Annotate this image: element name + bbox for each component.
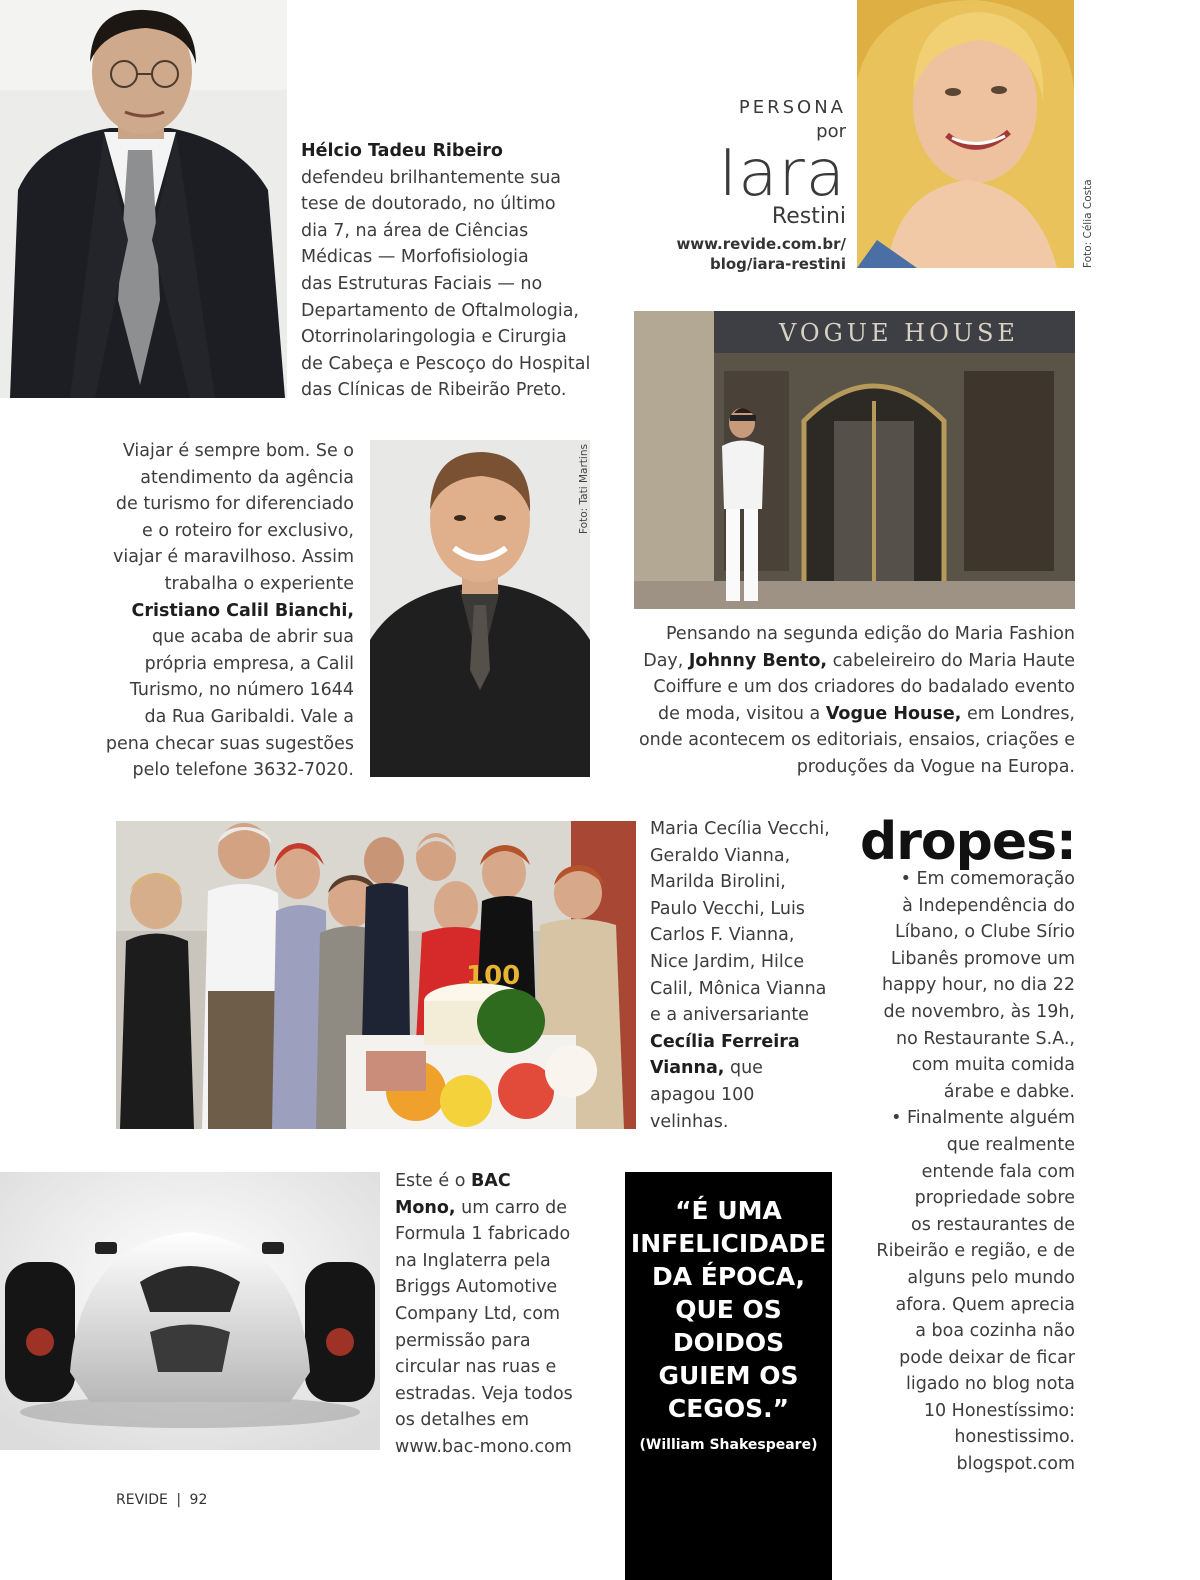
dropes-title: dropes: — [860, 812, 1076, 872]
text-line: Carlos F. Vianna, — [650, 925, 795, 946]
photo-cristiano — [370, 440, 590, 777]
page-footer — [116, 1492, 207, 1508]
text-line: pena checar suas sugestões — [105, 733, 354, 754]
cristiano-name: Cristiano Calil Bianchi, — [131, 600, 354, 621]
text-line: Geraldo Vianna, — [650, 845, 791, 866]
text-line: das Clínicas de Ribeirão Preto. — [301, 380, 567, 401]
footer-separator: | — [176, 1492, 182, 1508]
text-span: em Londres, — [961, 703, 1075, 724]
magazine-name: REVIDE — [116, 1492, 168, 1508]
bac-name-1: BAC — [470, 1171, 511, 1191]
quote-line: DOIDOS — [672, 1328, 785, 1357]
text-line — [395, 1195, 595, 1222]
quote-line: QUE OS — [675, 1295, 782, 1324]
dropes-item-2 — [860, 1105, 1075, 1477]
text-line: tese de doutorado, no último — [301, 194, 556, 215]
vogue-text — [620, 621, 1075, 781]
text-line: afora. Quem aprecia — [895, 1294, 1075, 1315]
photo-helcio — [0, 0, 287, 398]
photo-party — [116, 821, 636, 1129]
persona-header — [620, 96, 846, 274]
persona-first-name: Iara — [718, 137, 846, 211]
text-line: apagou 100 — [650, 1084, 755, 1105]
cake-number: 100 — [466, 961, 521, 991]
text-line: própria empresa, a Calil — [144, 653, 354, 674]
vogue-house-name: Vogue House, — [825, 703, 962, 724]
text-span: um carro de — [455, 1197, 568, 1218]
text-span: de moda, visitou a — [657, 703, 826, 724]
text-line: Pensando na segunda edição do Maria Fashion — [666, 624, 1075, 644]
photo-vogue-house — [634, 311, 1075, 609]
text-line: Ribeirão e região, e de — [876, 1241, 1075, 1262]
persona-last-name: Restini — [771, 204, 846, 229]
text-line: Departamento de Oftalmologia, — [301, 300, 579, 321]
text-line: Coiffure e um dos criadores do badalado evento — [653, 677, 1075, 698]
helcio-name: Hélcio Tadeu Ribeiro — [301, 141, 503, 161]
quote-line: GUIEM OS — [658, 1361, 799, 1390]
text-line: onde acontecem os editoriais, ensaios, criações e — [638, 730, 1075, 751]
helcio-text — [301, 138, 601, 404]
quote-line: “É UMA — [675, 1196, 782, 1225]
text-line: Turismo, no número 1644 — [129, 680, 354, 701]
text-line: de novembro, às 19h, — [883, 1001, 1075, 1022]
text-line: permissão para — [395, 1330, 531, 1351]
quote-box — [625, 1172, 832, 1580]
text-line: árabe e dabke. — [943, 1081, 1075, 1102]
text-line: dia 7, na área de Ciências — [301, 220, 529, 241]
text-line: • Finalmente alguém — [891, 1108, 1075, 1129]
quote-author: (William Shakespeare) — [639, 1437, 818, 1453]
text-line: propriedade sobre — [914, 1188, 1075, 1209]
quote-line: INFELICIDADE — [630, 1229, 827, 1258]
persona-url-2[interactable]: blog/iara-restini — [709, 255, 846, 273]
photo-iara — [857, 0, 1074, 268]
text-line: defendeu brilhantemente sua — [301, 167, 562, 188]
blog-link-1[interactable]: honestissimo. — [954, 1427, 1075, 1448]
text-line: na Inglaterra pela — [395, 1250, 551, 1271]
text-line: Viajar é sempre bom. Se o — [122, 441, 354, 461]
vogue-house-sign: VOGUE HOUSE — [779, 319, 1019, 347]
text-line: alguns pelo mundo — [907, 1267, 1075, 1288]
text-line: Líbano, o Clube Sírio — [895, 922, 1075, 943]
cecilia-name: Cecília Ferreira — [650, 1031, 800, 1052]
text-line — [620, 701, 1075, 728]
persona-kicker: PERSONA — [738, 97, 846, 118]
text-line: e o roteiro for exclusivo, — [142, 520, 354, 541]
dropes-text — [860, 866, 1075, 1478]
text-line: Otorrinolaringologia e Cirurgia — [301, 327, 567, 348]
text-line: Company Ltd, com — [395, 1303, 561, 1324]
text-line: entende fala com — [921, 1161, 1075, 1182]
cristiano-text — [96, 438, 354, 784]
text-line: trabalha o experiente — [164, 573, 354, 594]
text-line — [650, 1055, 850, 1082]
text-line — [620, 648, 1075, 675]
text-line: • Em comemoração — [900, 869, 1075, 889]
blog-link-2[interactable]: blogspot.com — [956, 1454, 1075, 1475]
text-line: Paulo Vecchi, Luis — [650, 898, 805, 919]
photo-credit-cristiano: Foto: Tati Martins — [578, 444, 590, 534]
text-line: os detalhes em — [395, 1410, 530, 1431]
bac-link[interactable]: www.bac-mono.com — [395, 1436, 572, 1457]
quote-line: DA ÉPOCA, — [651, 1262, 806, 1291]
text-line: à Independência do — [902, 895, 1075, 916]
quote-line: CEGOS.” — [667, 1394, 790, 1423]
text-line: Calil, Mônica Vianna — [650, 978, 827, 999]
text-line: a boa cozinha não — [915, 1321, 1075, 1342]
text-line: os restaurantes de — [911, 1214, 1075, 1235]
text-line: que acaba de abrir sua — [151, 627, 354, 648]
text-line: das Estruturas Faciais — no — [301, 273, 543, 294]
text-line: da Rua Garibaldi. Vale a — [144, 706, 354, 727]
text-line: no Restaurante S.A., — [896, 1028, 1075, 1049]
photo-credit-iara: Foto: Célia Costa — [1082, 179, 1094, 268]
text-line: que realmente — [946, 1134, 1075, 1155]
text-line: atendimento da agência — [140, 467, 354, 488]
text-line — [395, 1168, 595, 1195]
text-line: e a aniversariante — [650, 1005, 809, 1026]
text-line: circular nas ruas e — [395, 1357, 557, 1378]
text-line: velinhas. — [650, 1111, 729, 1132]
text-line: ligado no blog nota — [905, 1374, 1075, 1395]
photo-bac-mono — [0, 1172, 380, 1450]
text-line: pelo telefone 3632-7020. — [132, 760, 354, 781]
text-line: com muita comida — [911, 1055, 1075, 1076]
dropes-item-1 — [860, 866, 1075, 1105]
text-line: Maria Cecília Vecchi, — [650, 819, 830, 839]
text-line: Formula 1 fabricado — [395, 1224, 571, 1245]
bac-name-2: Mono, — [395, 1197, 456, 1218]
text-line: 10 Honestíssimo: — [923, 1400, 1075, 1421]
persona-by: por — [816, 121, 846, 142]
cecilia-name-2: Vianna, — [650, 1058, 725, 1079]
text-line: Marilda Birolini, — [650, 872, 786, 893]
text-line: happy hour, no dia 22 — [881, 975, 1075, 996]
text-span: cabeleireiro do Maria Haute — [827, 650, 1075, 671]
text-line: Médicas — Morfofisiologia — [301, 247, 529, 268]
text-line: de Cabeça e Pescoço do Hospital — [301, 353, 591, 374]
johnny-bento-name: Johnny Bento, — [688, 650, 828, 671]
text-line: pode deixar de ficar — [899, 1347, 1075, 1368]
bac-text — [395, 1168, 595, 1461]
text-line: produções da Vogue na Europa. — [796, 756, 1075, 777]
party-text — [650, 816, 850, 1135]
text-line: Nice Jardim, Hilce — [650, 951, 805, 972]
text-span: Day, — [643, 650, 689, 671]
text-span: Este é o — [395, 1171, 471, 1191]
text-line: de turismo for diferenciado — [115, 494, 354, 515]
text-line: estradas. Veja todos — [395, 1383, 573, 1404]
page-number: 92 — [189, 1492, 208, 1508]
text-line: Briggs Automotive — [395, 1277, 558, 1298]
text-line: Libanês promove um — [890, 948, 1075, 969]
persona-url-1[interactable]: www.revide.com.br/ — [676, 235, 846, 253]
text-span: que — [724, 1058, 763, 1079]
text-line: viajar é maravilhoso. Assim — [113, 547, 354, 568]
quote-text — [625, 1194, 832, 1425]
